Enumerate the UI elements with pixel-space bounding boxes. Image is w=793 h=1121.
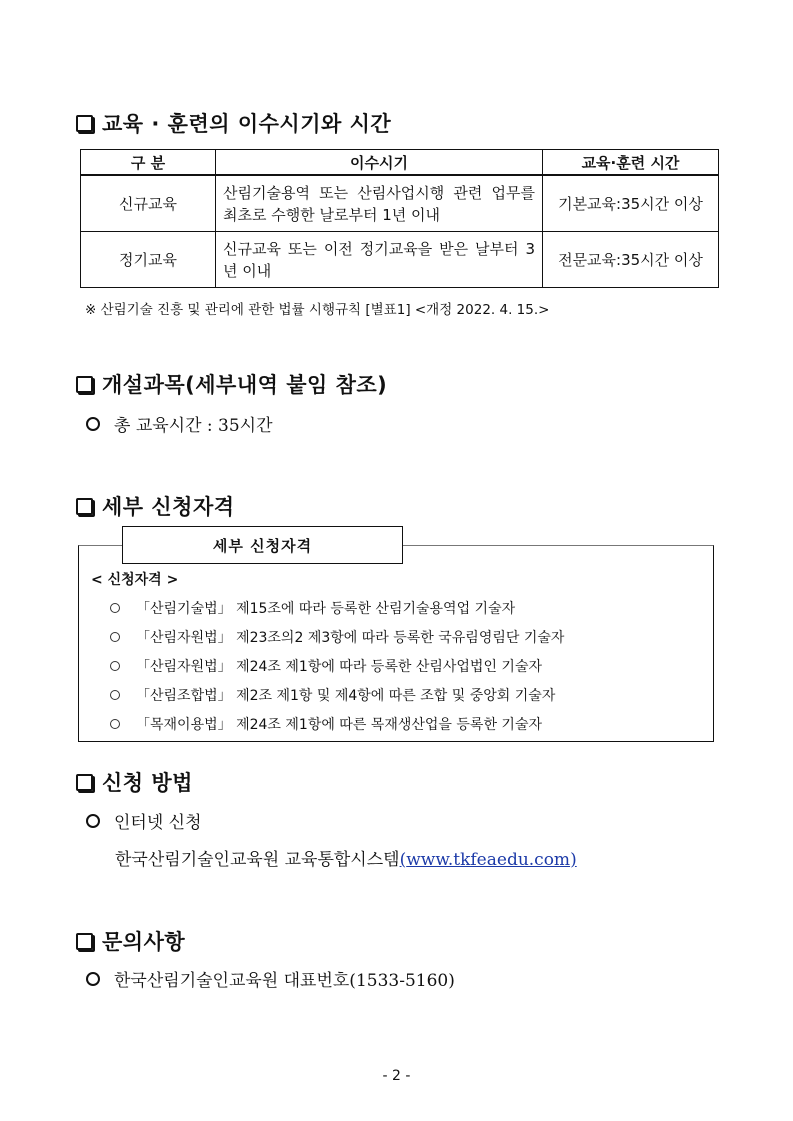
header-hours: 교육·훈련 시간 — [543, 150, 719, 176]
section-title-courses — [76, 369, 387, 399]
apply-method-line — [86, 808, 202, 833]
square-bullet-icon — [76, 498, 93, 515]
row-type: 정기교육 — [81, 232, 216, 288]
section-title-text: 개설과목(세부내역 붙임 참조) — [102, 373, 388, 397]
square-bullet-icon — [76, 933, 93, 950]
schedule-table — [80, 149, 719, 288]
circle-bullet-icon — [110, 632, 120, 642]
square-bullet-icon — [76, 774, 93, 791]
section-title-apply — [76, 767, 193, 797]
apply-method-text: 인터넷 신청 — [114, 813, 202, 833]
section-title-text: 신청 방법 — [102, 771, 193, 795]
url-close-paren: ) — [570, 850, 577, 870]
section-title-text: 세부 신청자격 — [102, 495, 235, 519]
list-item — [110, 714, 542, 734]
section-title-text: 교육 · 훈련의 이수시기와 시간 — [102, 112, 392, 136]
list-item-text: 「산림조합법」 제2조 제1항 및 제4항에 따른 조합 및 중앙회 기술자 — [136, 688, 556, 704]
contact-text: 한국산림기술인교육원 대표번호(1533-5160) — [114, 971, 455, 991]
list-item-text: 「산림기술법」 제15조에 따라 등록한 산림기술용역업 기술자 — [136, 601, 516, 617]
circle-bullet-icon — [86, 417, 100, 431]
square-bullet-icon — [76, 115, 93, 132]
list-item-text: 「산림자원법」 제23조의2 제3항에 따라 등록한 국유림영림단 기술자 — [136, 630, 565, 646]
circle-bullet-icon — [86, 814, 100, 828]
qualification-box-title: 세부 신청자격 — [122, 526, 403, 564]
circle-bullet-icon — [110, 690, 120, 700]
list-item — [110, 598, 515, 618]
list-item — [110, 685, 555, 705]
row-type: 신규교육 — [81, 175, 216, 232]
page-number: - 2 - — [382, 1068, 411, 1084]
website-link[interactable]: www.tkfeaedu.com — [406, 850, 571, 870]
circle-bullet-icon — [110, 603, 120, 613]
url-open-paren: ( — [399, 850, 407, 870]
row-hours: 전문교육:35시간 이상 — [543, 232, 719, 288]
section-title-schedule — [76, 108, 391, 138]
qualification-header: < 신청자격 > — [91, 572, 179, 588]
section-title-qualification — [76, 491, 235, 521]
circle-bullet-icon — [86, 972, 100, 986]
header-period: 이수시기 — [216, 150, 543, 176]
list-item-text: 「목재이용법」 제24조 제1항에 따른 목재생산업을 등록한 기술자 — [136, 717, 542, 733]
row-hours: 기본교육:35시간 이상 — [543, 175, 719, 232]
table-row — [81, 232, 719, 288]
total-hours-text: 총 교육시간 : 35시간 — [114, 416, 273, 436]
list-item — [110, 627, 564, 647]
list-item — [110, 656, 542, 676]
row-period: 산림기술용역 또는 산림사업시행 관련 업무를 최초로 수행한 날로부터 1년 이내 — [216, 175, 543, 232]
total-hours-line — [86, 411, 273, 436]
table-row — [81, 175, 719, 232]
circle-bullet-icon — [110, 661, 120, 671]
list-item-text: 「산림자원법」 제24조 제1항에 따라 등록한 산림사업법인 기술자 — [136, 659, 542, 675]
apply-system-text: 한국산림기술인교육원 교육통합시스템 — [115, 850, 400, 870]
circle-bullet-icon — [110, 719, 120, 729]
section-title-contact — [76, 926, 185, 956]
table-footnote: ※ 산림기술 진흥 및 관리에 관한 법률 시행규칙 [별표1] <개정 2022. 4. 15.> — [85, 302, 550, 318]
square-bullet-icon — [76, 376, 93, 393]
section-title-text: 문의사항 — [102, 930, 186, 954]
header-type: 구 분 — [81, 150, 216, 176]
apply-system-line — [115, 845, 577, 870]
row-period: 신규교육 또는 이전 정기교육을 받은 날부터 3년 이내 — [216, 232, 543, 288]
contact-line — [86, 966, 455, 991]
table-header-row — [81, 150, 719, 176]
